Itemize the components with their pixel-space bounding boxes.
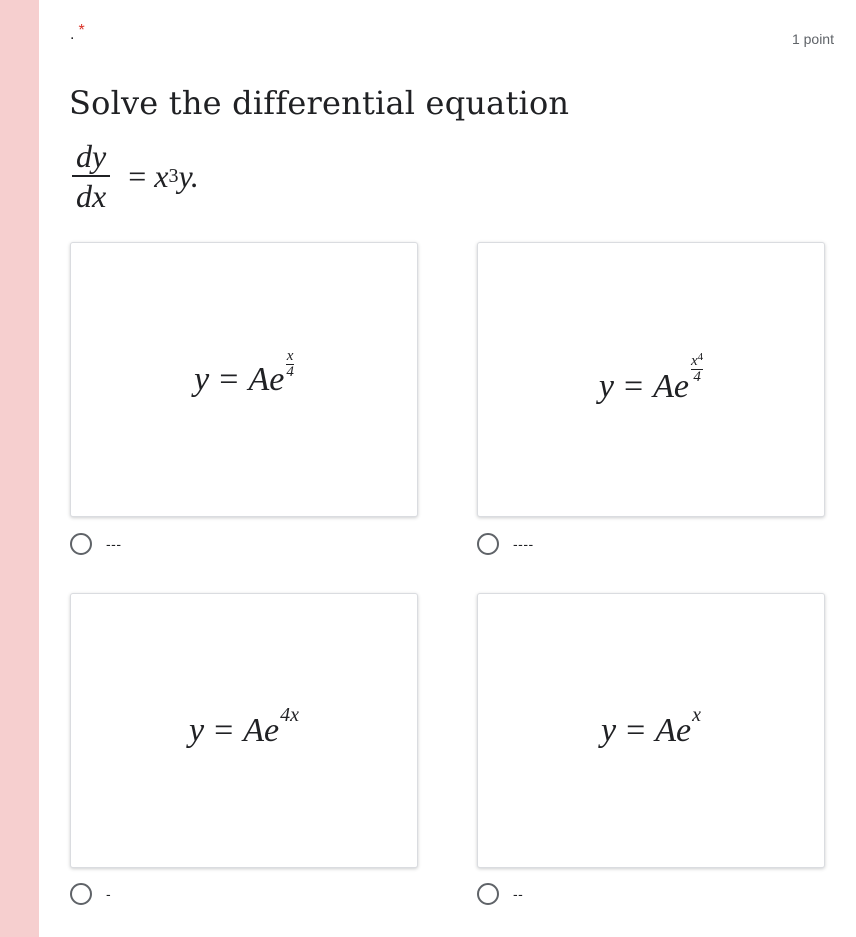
formula-lhs: y: [194, 360, 210, 398]
exponent-denominator: 4: [286, 363, 294, 380]
formula-exponent-fraction: [691, 350, 703, 385]
formula-exponent: x: [692, 703, 702, 726]
option-row-2[interactable]: [477, 533, 534, 555]
exponent-denominator: 4: [693, 368, 701, 385]
question-prefix: .: [70, 26, 75, 43]
formula-exponent-fraction: [286, 349, 294, 380]
accent-strip: [0, 0, 39, 937]
radio-button-3[interactable]: [70, 883, 92, 905]
question-equation: [72, 134, 199, 218]
equals-sign: =: [128, 157, 147, 194]
formula-equals: =: [623, 367, 644, 405]
option-label-3: -: [106, 886, 112, 902]
option-formula-3: [188, 703, 300, 750]
formula-coefficient: Ae: [653, 367, 689, 405]
exponent-numerator: x: [286, 347, 294, 364]
formula-coefficient: Ae: [243, 711, 280, 749]
radio-button-2[interactable]: [477, 533, 499, 555]
exponent-numerator: [691, 350, 703, 369]
formula-equals: =: [214, 711, 234, 749]
exponent-numerator-power: 4: [697, 350, 704, 363]
formula-exponent: 4x: [280, 703, 300, 726]
option-row-3[interactable]: [70, 883, 111, 905]
option-label-4: --: [513, 886, 524, 902]
rhs-base: x: [154, 157, 169, 194]
formula-coefficient: Ae: [248, 360, 285, 398]
rhs-tail: y.: [178, 157, 199, 194]
question-text: Solve the differential equation: [69, 84, 570, 122]
formula-coefficient: Ae: [655, 711, 692, 749]
formula-lhs: y: [600, 711, 617, 749]
option-row-1[interactable]: [70, 533, 122, 555]
option-row-4[interactable]: [477, 883, 523, 905]
option-formula-2: [598, 350, 704, 406]
option-label-1: ---: [106, 536, 122, 552]
exponent-numerator-base: x: [690, 352, 698, 369]
option-formula-1: [194, 347, 294, 399]
fraction-numerator: dy: [76, 138, 107, 174]
option-image-card-4[interactable]: [477, 593, 825, 868]
question-header: [70, 22, 85, 44]
option-formula-4: [600, 703, 702, 750]
points-label: 1 point: [791, 31, 834, 47]
formula-equals: =: [626, 711, 646, 749]
fraction-denominator: dx: [76, 178, 107, 214]
formula-lhs: y: [598, 367, 614, 405]
derivative-fraction: [72, 137, 110, 215]
rhs-exponent: 3: [168, 164, 179, 187]
option-image-card-2[interactable]: [477, 242, 825, 517]
option-image-card-1[interactable]: [70, 242, 418, 517]
radio-button-4[interactable]: [477, 883, 499, 905]
option-image-card-3[interactable]: [70, 593, 418, 868]
required-marker: *: [78, 22, 85, 39]
radio-button-1[interactable]: [70, 533, 92, 555]
formula-equals: =: [219, 360, 239, 398]
formula-lhs: y: [188, 711, 205, 749]
option-label-2: ----: [513, 536, 534, 552]
